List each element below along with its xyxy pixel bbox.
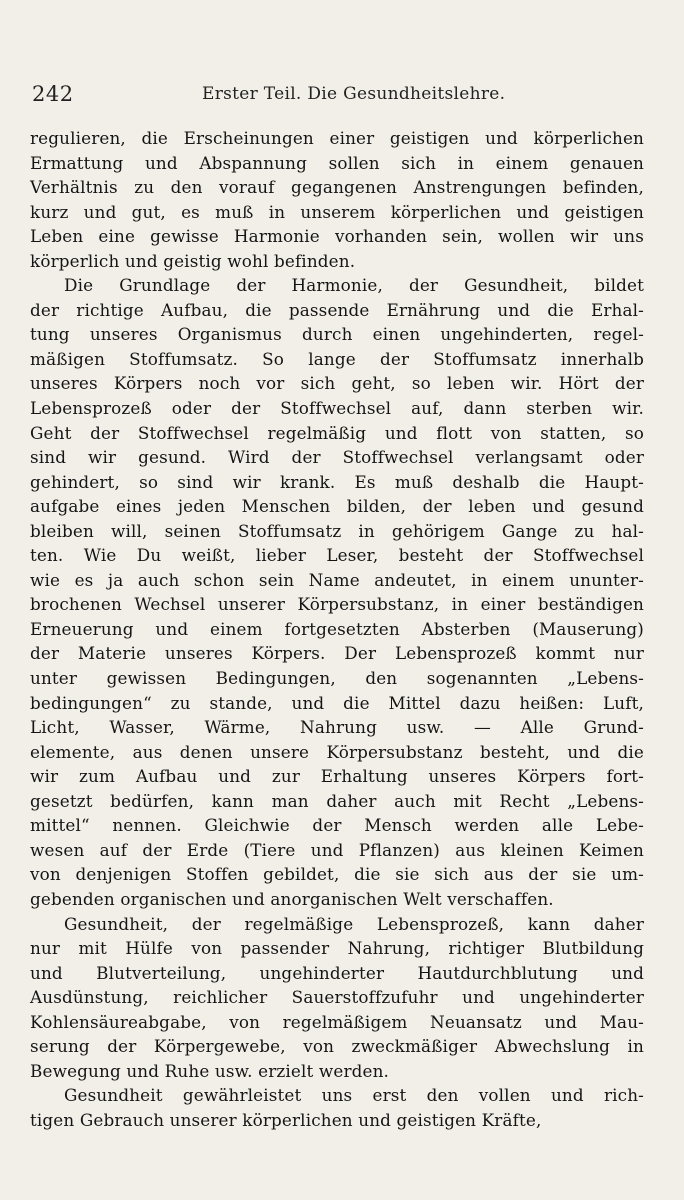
paragraph <box>30 912 644 1084</box>
paragraph <box>30 1083 644 1132</box>
text-line: kurz und gut, es muß in unserem körperlichen und geistigen <box>30 201 644 222</box>
text-line: mäßigen Stoffumsatz. So lange der Stoffumsatz innerhalb <box>30 348 644 369</box>
text-line: Erneuerung und einem fortgesetzten Absterben (Mauserung) <box>30 618 644 639</box>
text-line: bleiben will, seinen Stoffumsatz in gehörigem Gange zu hal- <box>30 520 644 541</box>
text-line: regulieren, die Erscheinungen einer geistigen und körperlichen <box>30 128 644 148</box>
text-line: Ermattung und Abspannung sollen sich in einem genauen <box>30 152 644 173</box>
text-line: mittel“ nennen. Gleichwie der Mensch werden alle Lebe- <box>30 815 644 836</box>
text-line: tung unseres Organismus durch einen ungehinderten, regel- <box>30 324 644 345</box>
text-line: nur mit Hülfe von passender Nahrung, richtiger Blutbildung <box>30 938 644 959</box>
text-line: brochenen Wechsel unserer Körpersubstanz, in einer beständigen <box>30 594 644 615</box>
text-line: Licht, Wasser, Wärme, Nahrung usw. — Alle Grund- <box>30 717 644 738</box>
text-line: Geht der Stoffwechsel regelmäßig und flott von statten, so <box>30 422 644 443</box>
page-header <box>30 82 648 110</box>
text-line: von denjenigen Stoffen gebildet, die sie sich aus der sie um- <box>30 864 644 885</box>
running-head: Erster Teil. Die Gesundheitslehre. <box>202 84 506 104</box>
text-line: ten. Wie Du weißt, lieber Leser, besteht der Stoffwechsel <box>30 545 644 566</box>
text-line: wesen auf der Erde (Tiere und Pflanzen) aus kleinen Keimen <box>30 839 644 860</box>
text-line: Lebensprozeß oder der Stoffwechsel auf, dann sterben wir. <box>30 398 644 419</box>
text-line: der richtige Aufbau, die passende Ernährung und die Erhal- <box>30 299 644 320</box>
text-line: Die Grundlage der Harmonie, der Gesundheit, bildet <box>64 275 644 296</box>
text-line: unter gewissen Bedingungen, den sogenannten „Lebens- <box>30 668 644 689</box>
text-line: wie es ja auch schon sein Name andeutet, in einem ununter- <box>30 569 644 590</box>
paragraph <box>30 273 644 911</box>
text-line: sind wir gesund. Wird der Stoffwechsel verlangsamt oder <box>30 447 644 468</box>
text-line: serung der Körpergewebe, von zweckmäßiger Abwechslung in <box>30 1036 644 1057</box>
text-line: Ausdünstung, reichlicher Sauerstoffzufuhr und ungehinderter <box>30 987 644 1008</box>
text-line: unseres Körpers noch vor sich geht, so leben wir. Hört der <box>30 373 644 394</box>
text-line: und Blutverteilung, ungehinderter Hautdurchblutung und <box>30 962 644 983</box>
text-line: elemente, aus denen unsere Körpersubstanz besteht, und die <box>30 741 644 762</box>
text-line: gebenden organischen und anorganischen Welt verschaffen. <box>30 888 554 909</box>
text-line: Gesundheit, der regelmäßige Lebensprozeß, kann daher <box>64 913 644 934</box>
text-line: körperlich und geistig wohl befinden. <box>30 250 356 271</box>
text-line: Gesundheit gewährleistet uns erst den vollen und rich- <box>64 1085 644 1106</box>
page-number: 242 <box>32 82 74 106</box>
text-line: Verhältnis zu den vorauf gegangenen Anstrengungen befinden, <box>30 177 644 198</box>
text-line: Leben eine gewisse Harmonie vorhanden sein, wollen wir uns <box>30 226 644 247</box>
text-line: Kohlensäureabgabe, von regelmäßigem Neuansatz und Mau- <box>30 1011 644 1032</box>
body-text <box>30 126 644 1132</box>
text-line: wir zum Aufbau und zur Erhaltung unseres Körpers fort- <box>30 766 644 787</box>
text-line: tigen Gebrauch unserer körperlichen und geistigen Kräfte, <box>30 1109 542 1130</box>
text-line: der Materie unseres Körpers. Der Lebensprozeß kommt nur <box>30 643 644 664</box>
text-line: bedingungen“ zu stande, und die Mittel dazu heißen: Luft, <box>30 692 644 713</box>
text-line: gehindert, so sind wir krank. Es muß deshalb die Haupt- <box>30 471 644 492</box>
text-line: gesetzt bedürfen, kann man daher auch mit Recht „Lebens- <box>30 790 644 811</box>
paragraph <box>30 126 644 273</box>
text-line: Bewegung und Ruhe usw. erzielt werden. <box>30 1060 390 1081</box>
text-line: aufgabe eines jeden Menschen bilden, der leben und gesund <box>30 496 644 517</box>
